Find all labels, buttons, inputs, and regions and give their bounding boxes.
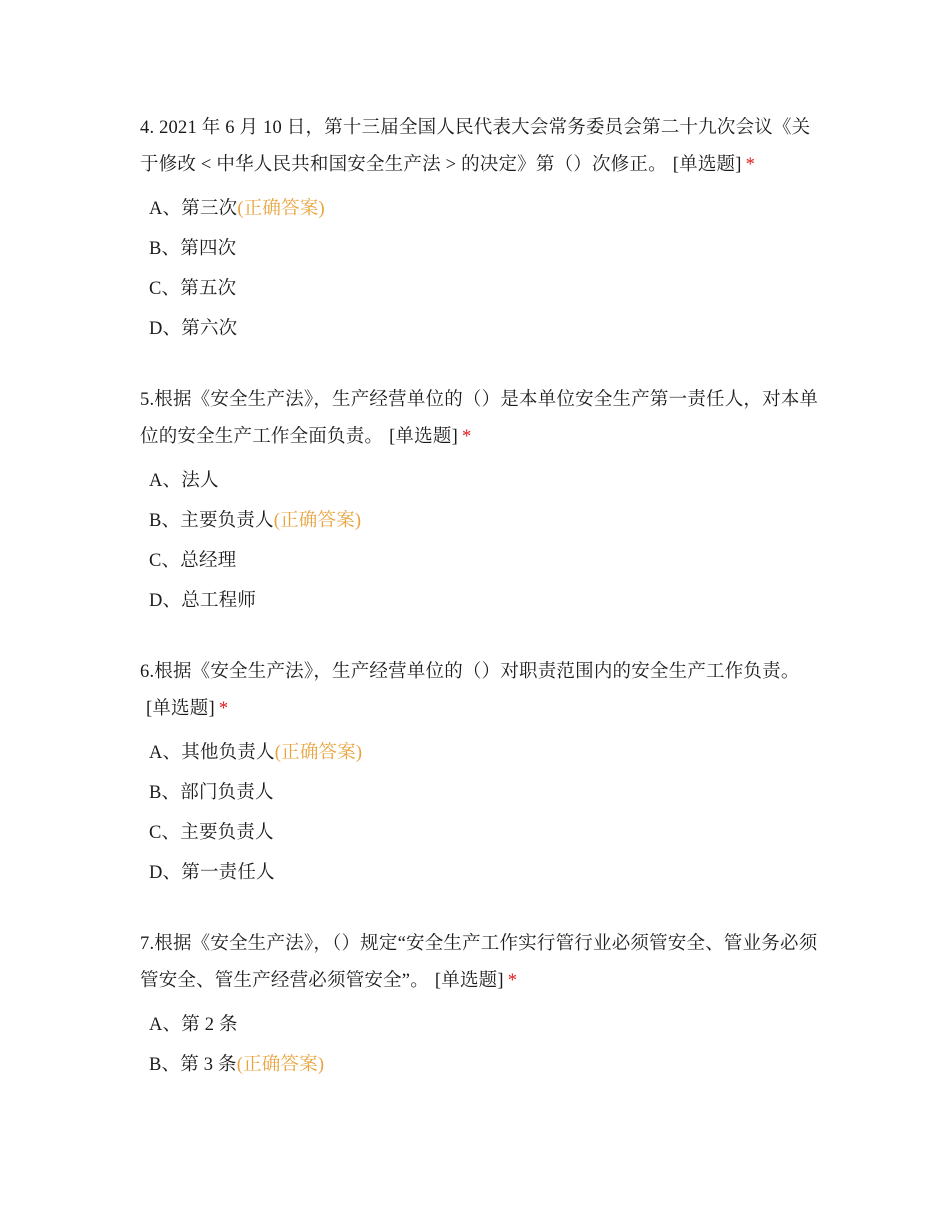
option-label: C、总经理 — [149, 551, 237, 571]
question-text — [140, 654, 820, 728]
option-label: A、第 2 条 — [149, 1015, 238, 1035]
option-d — [140, 581, 820, 621]
correct-answer-tag: (正确答案) — [237, 199, 325, 219]
required-mark: * — [745, 155, 756, 175]
correct-answer-tag: (正确答案) — [236, 1055, 325, 1075]
option-label: C、主要负责人 — [149, 823, 274, 843]
option-b — [140, 501, 820, 541]
question-text — [140, 110, 820, 184]
document-body — [140, 110, 820, 1118]
option-label: A、其他负责人 — [149, 743, 275, 763]
option-d — [140, 853, 820, 893]
question-text — [140, 926, 820, 1000]
option-c — [140, 269, 820, 309]
question-6 — [140, 654, 820, 893]
required-mark: * — [218, 699, 229, 719]
option-label: B、部门负责人 — [149, 783, 274, 803]
correct-answer-tag: (正确答案) — [274, 743, 363, 763]
question-4 — [140, 110, 820, 349]
option-a — [140, 461, 820, 501]
option-a — [140, 733, 820, 773]
question-type: [单选题] — [146, 699, 215, 719]
option-d — [140, 309, 820, 349]
question-stem: 6.根据《安全生产法》，生产经营单位的（）对职责范围内的安全生产工作负责。 — [140, 662, 800, 682]
option-label: C、第五次 — [149, 279, 237, 299]
option-a — [140, 1005, 820, 1045]
option-label: D、第六次 — [149, 319, 238, 339]
required-mark: * — [507, 971, 518, 991]
question-7 — [140, 926, 820, 1085]
option-b — [140, 773, 820, 813]
option-label: D、第一责任人 — [149, 863, 275, 883]
question-text — [140, 382, 820, 456]
question-type: [单选题] — [672, 155, 742, 175]
option-c — [140, 813, 820, 853]
option-label: D、总工程师 — [149, 591, 257, 611]
question-type: [单选题] — [434, 971, 504, 991]
question-stem: 4. 2021 年 6 月 10 日，第十三届全国人民代表大会常务委员会第二十九次会议《关于修改 < 中华人民共和国安全生产法 > 的决定》第（）次修正。 — [140, 118, 811, 175]
option-b — [140, 1045, 820, 1085]
option-label: B、第 3 条 — [149, 1055, 237, 1075]
option-a — [140, 189, 820, 229]
question-stem: 5.根据《安全生产法》，生产经营单位的（）是本单位安全生产第一责任人，对本单位的安全生产工作全面负责。 — [140, 390, 819, 447]
required-mark: * — [461, 427, 472, 447]
option-b — [140, 229, 820, 269]
question-stem: 7.根据《安全生产法》，（）规定“安全生产工作实行管行业必须管安全、管业务必须管安全、管生产经营必须管安全”。 — [140, 934, 818, 991]
option-label: B、第四次 — [149, 239, 237, 259]
option-label: B、主要负责人 — [149, 511, 274, 531]
option-label: A、第三次 — [149, 199, 238, 219]
option-c — [140, 541, 820, 581]
correct-answer-tag: (正确答案) — [273, 511, 362, 531]
option-label: A、法人 — [149, 471, 219, 491]
question-type: [单选题] — [389, 427, 458, 447]
question-5 — [140, 382, 820, 621]
